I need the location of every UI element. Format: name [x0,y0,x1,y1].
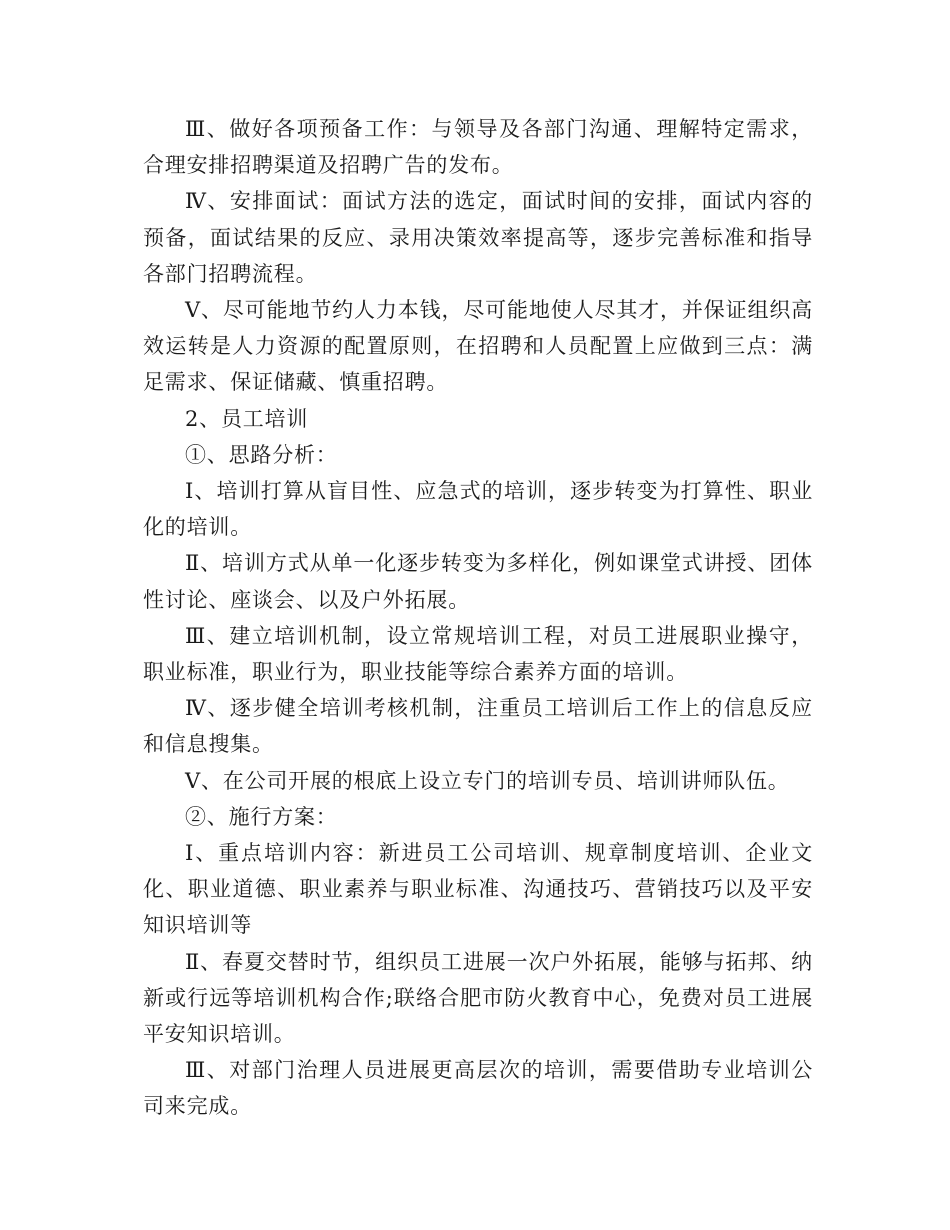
paragraph-plan-3: Ⅲ、对部门治理人员进展更高层次的培训，需要借助专业培训公司来完成。 [143,1058,813,1119]
paragraph-analysis-1: Ⅰ、培训打算从盲目性、应急式的培训，逐步转变为打算性、职业化的培训。 [143,479,813,540]
paragraph-recruit-preparation: Ⅲ、做好各项预备工作：与领导及各部门沟通、理解特定需求，合理安排招聘渠道及招聘广告的发布。 [143,117,813,178]
paragraph-recruit-interview: Ⅳ、安排面试：面试方法的选定，面试时间的安排，面试内容的预备，面试结果的反应、录用决策效率提高等，逐步完善标准和指导各部门招聘流程。 [143,189,813,286]
paragraph-plan-2: Ⅱ、春夏交替时节，组织员工进展一次户外拓展，能够与拓邦、纳新或行远等培训机构合作;联络合肥市防火教育中心，免费对员工进展平安知识培训。 [143,949,813,1047]
section-heading-training: 2、员工培训 [185,406,309,431]
subheading-analysis: ①、思路分析： [185,442,338,467]
paragraph-analysis-2: Ⅱ、培训方式从单一化逐步转变为多样化，例如课堂式讲授、团体性讨论、座谈会、以及户外拓展。 [143,551,813,612]
paragraph-plan-1: Ⅰ、重点培训内容：新进员工公司培训、规章制度培训、企业文化、职业道德、职业素养与职业标准、沟通技巧、营销技巧以及平安知识培训等 [143,841,813,938]
subheading-plan: ②、施行方案： [185,804,338,829]
paragraph-recruit-allocation: Ⅴ、尽可能地节约人力本钱，尽可能地使人尽其才，并保证组织高效运转是人力资源的配置原则，在招聘和人员配置上应做到三点：满足需求、保证储藏、慎重招聘。 [143,298,813,395]
document-body [143,111,813,1125]
paragraph-analysis-4: Ⅳ、逐步健全培训考核机制，注重员工培训后工作上的信息反应和信息搜集。 [143,696,813,757]
paragraph-analysis-5: Ⅴ、在公司开展的根底上设立专门的培训专员、培训讲师队伍。 [185,768,790,793]
paragraph-analysis-3: Ⅲ、建立培训机制，设立常规培训工程，对员工进展职业操守，职业标准，职业行为，职业技能等综合素养方面的培训。 [143,623,813,685]
